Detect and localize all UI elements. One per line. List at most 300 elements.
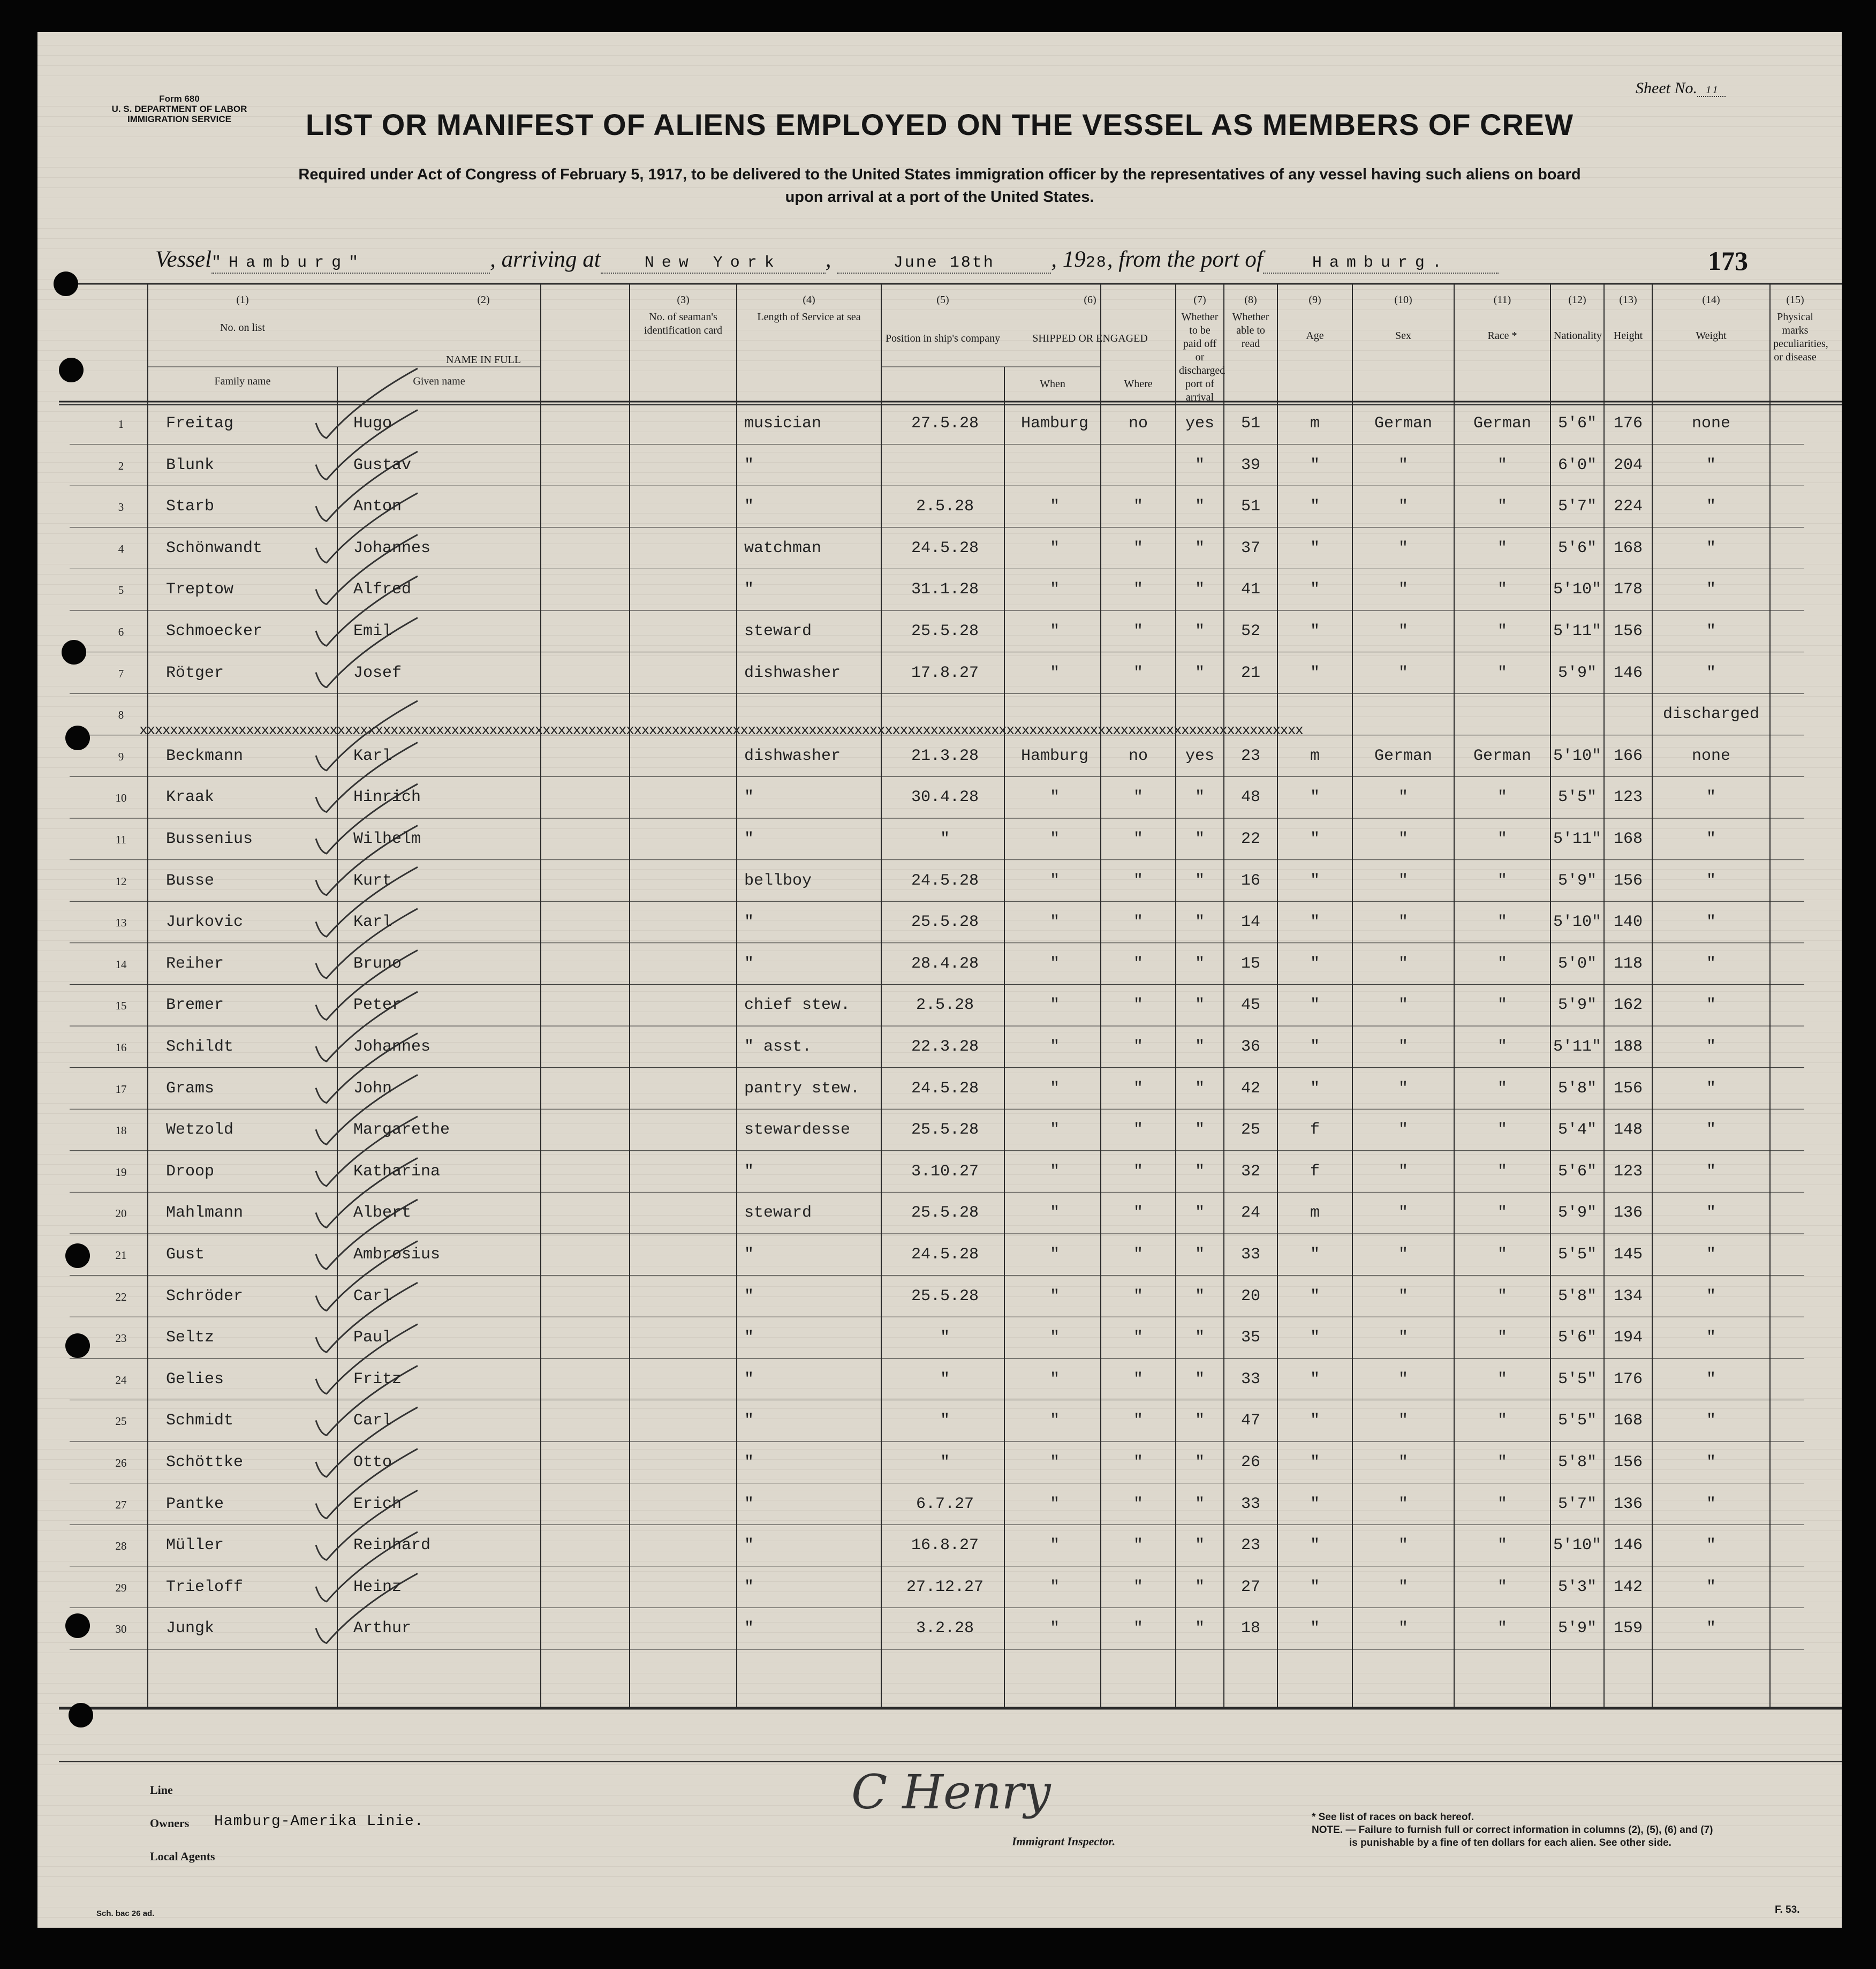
column-number-5: (5)	[936, 294, 949, 306]
cell-nat: "	[1497, 1578, 1507, 1596]
cell-age: 18	[1240, 1619, 1260, 1638]
cell-nat: "	[1497, 580, 1507, 599]
cell-marks: "	[1706, 497, 1716, 516]
cell-race: "	[1398, 871, 1408, 890]
cell-sex: "	[1310, 1495, 1320, 1513]
cell-weight: 168	[1613, 539, 1643, 557]
cell-where: Hamburg	[1020, 414, 1089, 433]
column-header-1: No. on list	[220, 322, 265, 334]
cell-sex: "	[1310, 1329, 1320, 1347]
cell-paid: "	[1133, 830, 1143, 848]
cell-height: 5'8"	[1557, 1287, 1597, 1306]
cell-where: "	[1049, 1038, 1060, 1056]
cell-height: 5'5"	[1557, 1246, 1597, 1264]
year-suffix: 28	[1085, 254, 1107, 272]
column-number-12: (12)	[1568, 294, 1586, 306]
cell-height: 5'3"	[1557, 1578, 1597, 1596]
cell-given: Gustav	[353, 456, 412, 474]
cell-when: 24.5.28	[911, 539, 979, 557]
cell-race: "	[1398, 913, 1408, 932]
cell-given: Kurt	[353, 871, 392, 890]
owners-value: Hamburg-Amerika Linie.	[214, 1813, 424, 1830]
punch-hole	[65, 1613, 90, 1638]
cell-paid: "	[1133, 996, 1143, 1015]
cell-paid: "	[1133, 1495, 1143, 1513]
punch-hole	[65, 726, 90, 750]
cell-weight: 168	[1613, 1412, 1643, 1430]
cell-no: 5	[118, 584, 124, 597]
cell-family: Müller	[166, 1536, 224, 1555]
cell-position: stewardesse	[744, 1121, 851, 1140]
cell-no: 21	[115, 1249, 127, 1262]
cell-position: " asst.	[744, 1038, 812, 1056]
cell-race: "	[1398, 1453, 1408, 1472]
cell-nat: "	[1497, 788, 1507, 807]
cell-height: 5'7"	[1557, 1495, 1597, 1513]
cell-where: "	[1049, 1121, 1060, 1140]
cell-position: chief stew.	[744, 996, 851, 1015]
cell-weight: 194	[1613, 1329, 1643, 1347]
cell-height: 5'7"	[1557, 497, 1597, 516]
cell-race: "	[1398, 580, 1408, 599]
cell-paid: "	[1133, 1079, 1143, 1098]
cell-weight: 176	[1613, 414, 1643, 433]
cell-age: 35	[1240, 1329, 1260, 1347]
cell-family: Blunk	[166, 456, 215, 474]
cell-read: "	[1194, 1038, 1205, 1056]
column-header-9: Age	[1306, 330, 1324, 342]
cell-paid: "	[1133, 1578, 1143, 1596]
cell-race: "	[1398, 1370, 1408, 1389]
cell-where: "	[1049, 1204, 1060, 1223]
cell-no: 18	[115, 1124, 127, 1137]
cell-nat: "	[1497, 830, 1507, 848]
form-code: F. 53.	[1775, 1904, 1800, 1915]
cell-marks: "	[1706, 1370, 1716, 1389]
cell-nat: German	[1473, 414, 1532, 433]
cell-family: Seltz	[166, 1329, 215, 1347]
cell-position: "	[744, 1162, 754, 1181]
cell-no: 19	[115, 1165, 127, 1179]
column-number-4: (4)	[803, 294, 815, 306]
cell-family: Droop	[166, 1162, 215, 1181]
cell-when: 27.12.27	[906, 1578, 984, 1596]
cell-height: 5'8"	[1557, 1453, 1597, 1472]
cell-given: Karl	[353, 746, 392, 765]
cell-position: "	[744, 830, 754, 848]
cell-position: watchman	[744, 539, 822, 557]
cell-height: 5'6"	[1557, 1162, 1597, 1181]
cell-where: "	[1049, 1079, 1060, 1098]
cell-race: "	[1398, 1412, 1408, 1430]
cell-sex: m	[1310, 414, 1320, 433]
cell-paid: "	[1133, 1370, 1143, 1389]
column-number-10: (10)	[1394, 294, 1412, 306]
cell-position: "	[744, 580, 754, 599]
cell-when: 30.4.28	[911, 788, 979, 807]
cell-family: Mahlmann	[166, 1204, 244, 1223]
cell-height: 5'9"	[1557, 663, 1597, 682]
column-header-2: NAME IN FULL	[446, 354, 521, 366]
cell-where: "	[1049, 1619, 1060, 1638]
vessel-name: "Hamburg"	[211, 254, 366, 272]
cell-given: Paul	[353, 1329, 392, 1347]
cell-given: Bruno	[353, 954, 402, 973]
cell-marks: none	[1691, 746, 1730, 765]
cell-position: "	[744, 1412, 754, 1430]
cell-read: "	[1194, 996, 1205, 1015]
cell-no: 12	[115, 874, 127, 888]
owners-label: Owners	[150, 1816, 190, 1830]
column-number-7: (7)	[1193, 294, 1206, 306]
column-number-14: (14)	[1702, 294, 1720, 306]
cell-where: Hamburg	[1020, 746, 1089, 765]
cell-sex: "	[1310, 497, 1320, 516]
cell-given: Carl	[353, 1287, 392, 1306]
cell-when: "	[940, 1370, 950, 1389]
cell-read: "	[1194, 1329, 1205, 1347]
cell-when: 25.5.28	[911, 1204, 979, 1223]
cell-where: "	[1049, 830, 1060, 848]
arrival-port: New York	[644, 254, 782, 272]
cell-age: 22	[1240, 830, 1260, 848]
column-header-5: Position in ship's company	[885, 333, 1001, 344]
form-number: Form 680	[159, 94, 200, 104]
cell-paid: no	[1128, 746, 1148, 765]
cell-read: "	[1194, 539, 1205, 557]
cell-age: 42	[1240, 1079, 1260, 1098]
cell-family: Freitag	[166, 414, 234, 433]
cell-paid: "	[1133, 539, 1143, 557]
cell-age: 51	[1240, 414, 1260, 433]
cell-weight: 146	[1613, 663, 1643, 682]
cell-age: 25	[1240, 1121, 1260, 1140]
cell-read: "	[1194, 497, 1205, 516]
cell-position: musician	[744, 414, 822, 433]
cell-race: "	[1398, 1079, 1408, 1098]
cell-no: 15	[115, 999, 127, 1013]
cell-family: Schönwandt	[166, 539, 263, 557]
arriving-label: , arriving at	[490, 247, 601, 272]
cell-age: 51	[1240, 497, 1260, 516]
cell-sex: m	[1310, 746, 1320, 765]
cell-marks: "	[1706, 830, 1716, 848]
cell-marks: "	[1706, 580, 1716, 599]
cell-nat: "	[1497, 1495, 1507, 1513]
cell-weight: 162	[1613, 996, 1643, 1015]
cell-family: Rötger	[166, 663, 224, 682]
cell-no: 11	[115, 833, 127, 846]
cell-age: 21	[1240, 663, 1260, 682]
cell-no: 20	[115, 1207, 127, 1220]
cell-age: 16	[1240, 871, 1260, 890]
cell-marks: "	[1706, 913, 1716, 932]
cell-race: "	[1398, 1162, 1408, 1181]
cell-weight: 146	[1613, 1536, 1643, 1555]
cell-weight: 142	[1613, 1578, 1643, 1596]
cell-no: 25	[115, 1415, 127, 1428]
cell-weight: 224	[1613, 497, 1643, 516]
cell-no: 8	[118, 708, 124, 722]
cell-age: 32	[1240, 1162, 1260, 1181]
cell-where: "	[1049, 871, 1060, 890]
cell-no: 24	[115, 1373, 127, 1386]
cell-marks: none	[1691, 414, 1730, 433]
cell-paid: "	[1133, 1162, 1143, 1181]
cell-read: "	[1194, 1536, 1205, 1555]
cell-paid: "	[1133, 1536, 1143, 1555]
cell-height: 5'5"	[1557, 1370, 1597, 1389]
cell-where: "	[1049, 1162, 1060, 1181]
column-number-15: (15)	[1786, 294, 1804, 306]
cell-nat: "	[1497, 1536, 1507, 1555]
cell-weight: 156	[1613, 1453, 1643, 1472]
cell-age: 26	[1240, 1453, 1260, 1472]
cell-weight: 123	[1613, 1162, 1643, 1181]
cell-marks: "	[1706, 1619, 1716, 1638]
cell-given: Peter	[353, 996, 402, 1015]
cell-no: 17	[115, 1082, 127, 1096]
cell-read: "	[1194, 1453, 1205, 1472]
cell-sex: f	[1310, 1121, 1320, 1140]
cell-position: "	[744, 497, 754, 516]
vessel-label: Vessel	[155, 247, 212, 272]
service-name: IMMIGRATION SERVICE	[127, 114, 231, 124]
cell-no: 27	[115, 1498, 127, 1511]
cell-marks: "	[1706, 1329, 1716, 1347]
cell-sex: "	[1310, 622, 1320, 640]
cell-no: 7	[118, 667, 124, 680]
cell-weight: 166	[1613, 746, 1643, 765]
cell-paid: "	[1133, 1453, 1143, 1472]
cell-given: Arthur	[353, 1619, 412, 1638]
cell-paid: "	[1133, 1619, 1143, 1638]
cell-where: "	[1049, 954, 1060, 973]
cell-when: 2.5.28	[916, 497, 974, 516]
cell-age: 52	[1240, 622, 1260, 640]
manifest-sheet	[37, 32, 1842, 1928]
cell-sex: "	[1310, 663, 1320, 682]
cell-no: 3	[118, 501, 124, 514]
cell-sex: "	[1310, 871, 1320, 890]
column-header-15: Physical marks peculiarities, or disease	[1773, 311, 1828, 363]
cell-sex: "	[1310, 1246, 1320, 1264]
cell-nat: "	[1497, 456, 1507, 474]
cell-when: 24.5.28	[911, 1246, 979, 1264]
cell-race: "	[1398, 1204, 1408, 1223]
cell-family: Gelies	[166, 1370, 224, 1389]
cell-race: "	[1398, 788, 1408, 807]
cell-read: "	[1194, 1121, 1205, 1140]
cell-read: "	[1194, 871, 1205, 890]
cell-paid: "	[1133, 497, 1143, 516]
cell-position: dishwasher	[744, 746, 841, 765]
cell-when: 28.4.28	[911, 954, 979, 973]
local-agents-label: Local Agents	[150, 1850, 215, 1863]
cell-nat: "	[1497, 1412, 1507, 1430]
cell-family: Beckmann	[166, 746, 244, 765]
column-header-10: Sex	[1395, 330, 1411, 342]
cell-age: 23	[1240, 746, 1260, 765]
column-header-4: Length of Service at sea	[757, 311, 861, 323]
cell-paid: "	[1133, 871, 1143, 890]
cell-nat: "	[1497, 1453, 1507, 1472]
cell-height: 5'9"	[1557, 996, 1597, 1015]
cell-weight: 118	[1613, 954, 1643, 973]
cell-sex: "	[1310, 1536, 1320, 1555]
sheet-number-value: 11	[1697, 84, 1726, 97]
column-number-1: (1)	[236, 294, 249, 306]
cell-age: 33	[1240, 1370, 1260, 1389]
cell-position: "	[744, 954, 754, 973]
cell-when: 22.3.28	[911, 1038, 979, 1056]
cell-given: Johannes	[353, 539, 431, 557]
cell-given: Hugo	[353, 414, 392, 433]
cell-given: Wilhelm	[353, 830, 421, 848]
cell-position: "	[744, 1619, 754, 1638]
cell-when: 27.5.28	[911, 414, 979, 433]
cell-sex: "	[1310, 1578, 1320, 1596]
cell-where: "	[1049, 622, 1060, 640]
cell-paid: "	[1133, 788, 1143, 807]
races-note: * See list of races on back hereof.	[1312, 1812, 1474, 1823]
subtitle-line-2: upon arrival at a port of the United States.	[785, 188, 1094, 206]
cell-position: pantry stew.	[744, 1079, 860, 1098]
cell-paid: "	[1133, 1246, 1143, 1264]
cell-marks: discharged	[1662, 705, 1760, 724]
cell-sex: "	[1310, 456, 1320, 474]
cell-height: 6'0"	[1557, 456, 1597, 474]
cell-position: "	[744, 456, 754, 474]
cell-weight: 156	[1613, 1079, 1643, 1098]
punch-hole	[65, 1243, 90, 1268]
cell-when: 16.8.27	[911, 1536, 979, 1555]
cell-no: 10	[115, 791, 127, 805]
cell-position: "	[744, 1495, 754, 1513]
cell-marks: "	[1706, 871, 1716, 890]
cell-race: "	[1398, 622, 1408, 640]
cell-position: "	[744, 788, 754, 807]
cell-marks: "	[1706, 788, 1716, 807]
cell-given: Ambrosius	[353, 1246, 441, 1264]
cell-weight: 176	[1613, 1370, 1643, 1389]
cell-family: Wetzold	[166, 1121, 234, 1140]
cell-family: Schmidt	[166, 1412, 234, 1430]
cell-weight: 159	[1613, 1619, 1643, 1638]
cell-paid: "	[1133, 622, 1143, 640]
cell-read: "	[1194, 1412, 1205, 1430]
cell-race: German	[1374, 746, 1433, 765]
cell-paid: "	[1133, 1204, 1143, 1223]
cell-race: "	[1398, 1246, 1408, 1264]
cell-no: 16	[115, 1041, 127, 1054]
cell-age: 33	[1240, 1246, 1260, 1264]
cell-marks: "	[1706, 996, 1716, 1015]
penalty-note-1: NOTE. — Failure to furnish full or correct information in columns (2), (5), (6) and (7)	[1312, 1824, 1713, 1836]
cell-position: "	[744, 1578, 754, 1596]
cell-weight: 148	[1613, 1121, 1643, 1140]
cell-nat: "	[1497, 1121, 1507, 1140]
cell-nat: "	[1497, 1162, 1507, 1181]
punch-hole	[54, 271, 78, 296]
cell-marks: "	[1706, 1246, 1716, 1264]
cell-race: "	[1398, 539, 1408, 557]
cell-family: Bremer	[166, 996, 224, 1015]
cell-no: 29	[115, 1581, 127, 1594]
cell-height: 5'6"	[1557, 539, 1597, 557]
cell-weight: 136	[1613, 1495, 1643, 1513]
cell-where: "	[1049, 539, 1060, 557]
cell-marks: "	[1706, 1495, 1716, 1513]
cell-race: "	[1398, 663, 1408, 682]
cell-where: "	[1049, 663, 1060, 682]
column-number-2: (2)	[477, 294, 490, 306]
cell-sex: "	[1310, 1287, 1320, 1306]
cell-weight: 204	[1613, 456, 1643, 474]
cell-sex: "	[1310, 996, 1320, 1015]
cell-read: "	[1194, 622, 1205, 640]
cell-where: "	[1049, 1453, 1060, 1472]
cell-when: 17.8.27	[911, 663, 979, 682]
cell-when: 21.3.28	[911, 746, 979, 765]
cell-family: Schildt	[166, 1038, 234, 1056]
cell-when: "	[940, 1412, 950, 1430]
cell-no: 2	[118, 459, 124, 472]
cell-family: Kraak	[166, 788, 215, 807]
cell-given: Anton	[353, 497, 402, 516]
cell-nat: "	[1497, 871, 1507, 890]
cell-sex: "	[1310, 1412, 1320, 1430]
cell-family: Schröder	[166, 1287, 244, 1306]
schedule-code: Sch. bac 26 ad.	[96, 1909, 155, 1918]
cell-where: "	[1049, 497, 1060, 516]
cell-given: Reinhard	[353, 1536, 431, 1555]
cell-read: "	[1194, 1619, 1205, 1638]
struck-row-crossout: xxxxxxxxxxxxxxxxxxxxxxxxxxxxxxxxxxxxxxxxxxxxxxxxxxxxxxxxxxxxxxxxxxxxxxxxxxxxxxxxxxxxxxxxxxxxxxxxxxxxxxxxxxxxxxxxxxxxxxxxxxxxxxxxxxxxxxxxxxxxxxxxxxxxxxxxx	[139, 723, 1303, 739]
manifest-number: 173	[1708, 246, 1748, 276]
cell-age: 48	[1240, 788, 1260, 807]
cell-race: "	[1398, 1578, 1408, 1596]
cell-where: "	[1049, 580, 1060, 599]
cell-marks: "	[1706, 1536, 1716, 1555]
department-name: U. S. DEPARTMENT OF LABOR	[111, 104, 247, 114]
cell-read: "	[1194, 456, 1205, 474]
cell-no: 9	[118, 750, 124, 763]
cell-height: 5'9"	[1557, 1619, 1597, 1638]
cell-marks: "	[1706, 663, 1716, 682]
inspector-label: Immigrant Inspector.	[1012, 1835, 1116, 1848]
cell-when: 3.2.28	[916, 1619, 974, 1638]
cell-race: "	[1398, 497, 1408, 516]
cell-nat: "	[1497, 954, 1507, 973]
subtitle-line-1: Required under Act of Congress of February 5, 1917, to be delivered to the United States immigration officer by the representatives of any vessel having such aliens on board	[298, 166, 1581, 183]
cell-nat: "	[1497, 1079, 1507, 1098]
year-prefix: , 19	[1051, 247, 1086, 272]
cell-given: Katharina	[353, 1162, 441, 1181]
punch-hole	[65, 1333, 90, 1358]
cell-paid: "	[1133, 1329, 1143, 1347]
cell-marks: "	[1706, 1578, 1716, 1596]
cell-height: 5'10"	[1553, 1536, 1601, 1555]
cell-read: "	[1194, 1246, 1205, 1264]
cell-race: "	[1398, 1619, 1408, 1638]
cell-when: 31.1.28	[911, 580, 979, 599]
cell-age: 39	[1240, 456, 1260, 474]
cell-marks: "	[1706, 1412, 1716, 1430]
footer-notes	[1312, 1811, 1820, 1850]
cell-given: Alfred	[353, 580, 412, 599]
cell-read: "	[1194, 830, 1205, 848]
